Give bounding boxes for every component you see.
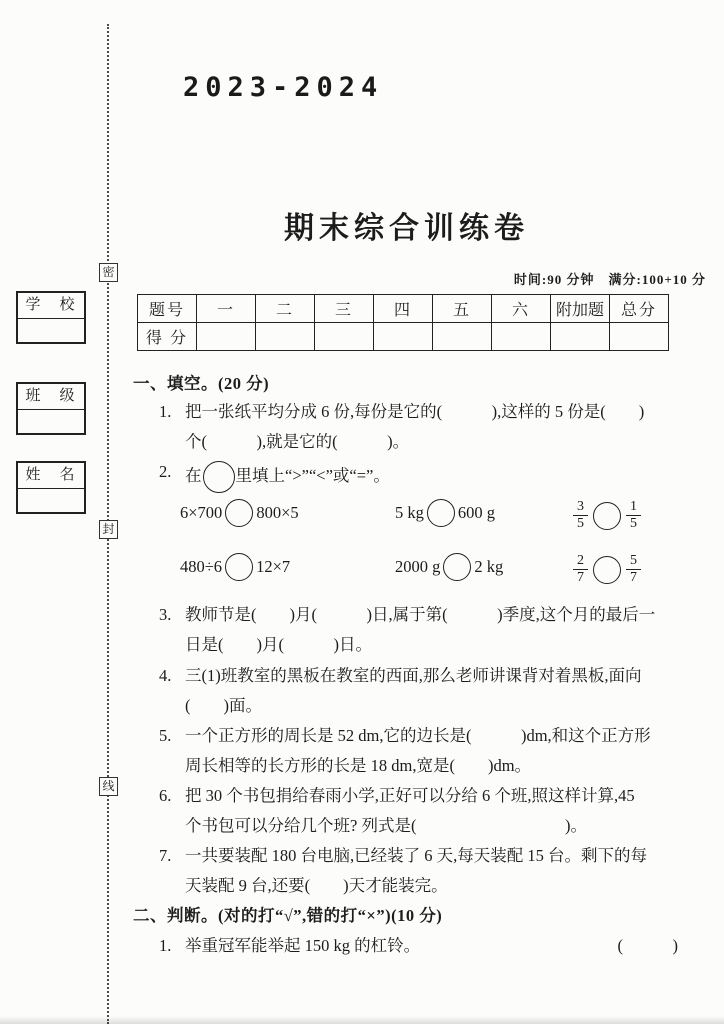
question-5-line-1: [133, 725, 680, 747]
score-table-col-5: 五: [433, 295, 492, 323]
score-table-score-row: [138, 323, 669, 351]
question-3-text-1: 教师节是( )月( )日,属于第( )季度,这个月的最后一: [185, 605, 656, 624]
comparison-left: 480÷6: [180, 557, 223, 576]
fraction-numerator: 5: [626, 553, 641, 570]
question-1-text-2: 个( ),就是它的( )。: [185, 432, 410, 451]
score-table-col-3: 三: [315, 295, 374, 323]
section-judge-heading: 二、判断。(对的打“√”,错的打“×”)(10 分): [133, 906, 443, 925]
question-3-line-1: [133, 604, 680, 626]
question-4-number: 4.: [159, 666, 172, 685]
question-6-line-1: [133, 785, 680, 807]
fraction-numerator: 2: [573, 553, 588, 570]
score-cell: [610, 323, 669, 351]
question-2-text-pre: 在: [185, 465, 202, 485]
fraction: [626, 553, 641, 586]
question-6-text-2: 个书包可以分给几个班? 列式是( )。: [185, 816, 587, 835]
fraction-numerator: 1: [626, 499, 641, 516]
question-4-line-1: [133, 665, 680, 687]
comparison-left: 5 kg: [395, 503, 424, 522]
question-2-number: 2.: [159, 462, 172, 481]
name-field: [16, 461, 86, 514]
question-7-line-1: [133, 845, 680, 867]
question-7-line-2: [133, 875, 680, 897]
comparison-item: [395, 499, 495, 527]
fraction: [573, 499, 588, 532]
class-field-label: 班 级: [18, 384, 84, 410]
comparison-row-1: [133, 499, 680, 545]
answer-circle: [225, 499, 253, 527]
score-cell: [197, 323, 256, 351]
question-2-line: [133, 461, 680, 493]
comparison-item-fraction: [571, 499, 643, 532]
name-field-label: 姓 名: [18, 463, 84, 489]
question-1-line-1: [133, 401, 680, 423]
class-field: [16, 382, 86, 435]
class-field-value: [18, 410, 84, 433]
fraction-denominator: 7: [577, 570, 584, 585]
question-1-number: 1.: [159, 402, 172, 421]
seal-char-xian: 线: [99, 777, 118, 796]
school-field: [16, 291, 86, 344]
question-5-text-2: 周长相等的长方形的长是 18 dm,宽是( )dm。: [185, 756, 532, 775]
score-table-col-total: 总分: [610, 295, 669, 323]
exam-body: [133, 373, 680, 973]
school-field-label: 学 校: [18, 293, 84, 319]
question-3-text-2: 日是( )月( )日。: [185, 635, 372, 654]
judge-question-1-number: 1.: [159, 936, 172, 955]
judge-question-1-text: 举重冠军能举起 150 kg 的杠铃。: [185, 936, 421, 955]
score-table-col-1: 一: [197, 295, 256, 323]
score-table-col-extra: 附加题: [551, 295, 610, 323]
score-cell: [315, 323, 374, 351]
judge-question-1-line: [133, 935, 680, 957]
question-7-text-2: 天装配 9 台,还要( )天才能装完。: [185, 876, 448, 895]
fraction-denominator: 5: [630, 516, 637, 531]
question-1-line-2: [133, 431, 680, 453]
school-field-value: [18, 319, 84, 342]
score-table-corner-label: 题号: [138, 295, 197, 323]
question-6-text-1: 把 30 个书包捐给春雨小学,正好可以分给 6 个班,照这样计算,45: [185, 786, 635, 805]
question-5-number: 5.: [159, 726, 172, 745]
score-table-col-4: 四: [374, 295, 433, 323]
question-6-number: 6.: [159, 786, 172, 805]
comparison-item: [395, 553, 503, 581]
fraction: [626, 499, 641, 532]
score-cell: [492, 323, 551, 351]
exam-title: 期末综合训练卷: [284, 212, 529, 245]
judge-question-1-answer-blank: ( ): [617, 936, 678, 955]
question-2-text-post: 里填上“>”“<”或“=”。: [235, 465, 390, 485]
question-4-text-1: 三(1)班教室的黑板在教室的西面,那么老师讲课背对着黑板,面向: [185, 666, 642, 685]
question-3-line-2: [133, 634, 680, 656]
question-1-text-1: 把一张纸平均分成 6 份,每份是它的( ),这样的 5 份是( ): [185, 402, 645, 421]
score-row-label: 得 分: [138, 323, 197, 351]
comparison-left: 2000 g: [395, 557, 441, 576]
score-cell: [256, 323, 315, 351]
comparison-right: 600 g: [457, 503, 495, 522]
answer-circle: [593, 556, 621, 584]
fraction: [573, 553, 588, 586]
question-7-number: 7.: [159, 846, 172, 865]
seal-char-feng: 封: [99, 520, 118, 539]
seal-char-mi: 密: [99, 263, 118, 282]
comparison-item-fraction: [571, 553, 643, 586]
fraction-numerator: 3: [573, 499, 588, 516]
score-cell: [433, 323, 492, 351]
score-cell: [551, 323, 610, 351]
question-4-line-2: [133, 695, 680, 717]
question-7-text-1: 一共要装配 180 台电脑,已经装了 6 天,每天装配 15 台。剩下的每: [185, 846, 647, 865]
score-table-col-6: 六: [492, 295, 551, 323]
comparison-right: 12×7: [256, 557, 291, 576]
answer-circle: [443, 553, 471, 581]
fraction-denominator: 5: [577, 516, 584, 531]
answer-circle: [593, 502, 621, 530]
section-fill-heading: 一、填空。(20 分): [133, 374, 270, 393]
score-table-header-row: [138, 295, 669, 323]
exam-year-label: 2023-2024: [183, 72, 384, 103]
score-cell: [374, 323, 433, 351]
comparison-item: [180, 499, 299, 527]
question-4-text-2: ( )面。: [185, 696, 262, 715]
answer-circle: [203, 461, 235, 493]
answer-circle: [225, 553, 253, 581]
question-6-line-2: [133, 815, 680, 837]
question-5-line-2: [133, 755, 680, 777]
comparison-right: 800×5: [256, 503, 299, 522]
score-table: [137, 294, 669, 351]
question-5-text-1: 一个正方形的周长是 52 dm,它的边长是( )dm,和这个正方形: [185, 726, 651, 745]
exam-time-score-note: 时间:90 分钟 满分:100+10 分: [513, 272, 706, 287]
comparison-right: 2 kg: [474, 557, 504, 576]
fraction-denominator: 7: [630, 570, 637, 585]
answer-circle: [427, 499, 455, 527]
name-field-value: [18, 489, 84, 512]
score-table-col-2: 二: [256, 295, 315, 323]
comparison-item: [180, 553, 290, 581]
comparison-left: 6×700: [180, 503, 223, 522]
comparison-row-2: [133, 553, 680, 599]
question-3-number: 3.: [159, 605, 172, 624]
page-bottom-edge: [0, 1016, 724, 1024]
